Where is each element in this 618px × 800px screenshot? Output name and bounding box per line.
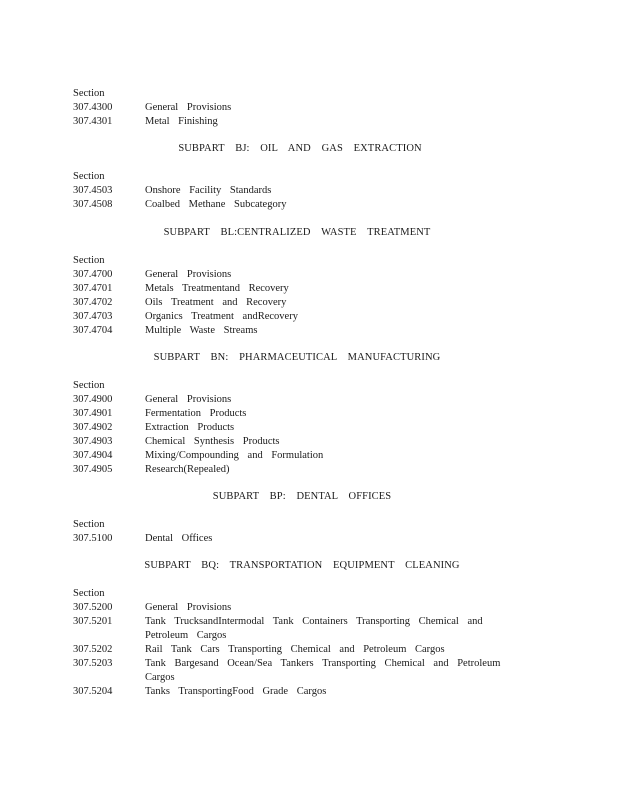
section-title: Metals Treatmentand Recovery	[145, 283, 289, 294]
section-number: 307.4300	[73, 102, 113, 113]
section-title: Mixing/Compounding and Formulation	[145, 450, 324, 461]
section-row	[73, 435, 553, 449]
section-number: 307.4508	[73, 199, 113, 210]
section-label: Section	[73, 519, 105, 530]
section-row	[73, 282, 553, 296]
section-label: Section	[73, 588, 105, 599]
section-title: Coalbed Methane Subcategory	[145, 199, 287, 210]
section-label: Section	[73, 88, 105, 99]
section-block	[73, 587, 553, 699]
section-number: 307.4700	[73, 269, 113, 280]
section-number: 307.4701	[73, 283, 113, 294]
section-title: Tank TrucksandIntermodal Tank Containers Transporting Chemical and Petroleum Cargos	[145, 616, 492, 641]
section-title: Multiple Waste Streams	[145, 325, 258, 336]
section-row	[73, 198, 553, 212]
section-row	[73, 685, 553, 699]
section-row	[73, 393, 553, 407]
section-row	[73, 115, 553, 129]
section-number: 307.5204	[73, 686, 113, 697]
section-title: General Provisions	[145, 269, 232, 280]
section-row	[73, 463, 553, 477]
section-label: Section	[73, 380, 105, 391]
section-number: 307.4703	[73, 311, 113, 322]
section-number: 307.4702	[73, 297, 113, 308]
section-row	[73, 184, 553, 198]
section-title: Research(Repealed)	[145, 464, 230, 475]
section-row	[73, 324, 553, 338]
section-label: Section	[73, 171, 105, 182]
section-number: 307.5202	[73, 644, 113, 655]
section-row	[73, 421, 553, 435]
section-title: Oils Treatment and Recovery	[145, 297, 287, 308]
subpart-heading: SUBPART BQ: TRANSPORTATION EQUIPMENT CLEANING	[144, 560, 460, 571]
section-title: General Provisions	[145, 394, 232, 405]
section-title: Metal Finishing	[145, 116, 218, 127]
section-number: 307.4905	[73, 464, 113, 475]
section-number: 307.4900	[73, 394, 113, 405]
section-title: Tanks TransportingFood Grade Cargos	[145, 686, 327, 697]
section-title: Onshore Facility Standards	[145, 185, 272, 196]
section-row	[73, 296, 553, 310]
section-block	[73, 254, 553, 338]
section-row	[73, 601, 553, 615]
section-row	[73, 615, 553, 643]
section-row	[73, 101, 553, 115]
section-block	[73, 87, 553, 129]
section-title: Organics Treatment andRecovery	[145, 311, 298, 322]
section-number: 307.4301	[73, 116, 113, 127]
section-row	[73, 268, 553, 282]
section-row	[73, 643, 553, 657]
section-row	[73, 407, 553, 421]
section-number: 307.4503	[73, 185, 113, 196]
section-number: 307.4704	[73, 325, 113, 336]
section-title: Fermentation Products	[145, 408, 247, 419]
section-number: 307.5200	[73, 602, 113, 613]
section-row	[73, 449, 553, 463]
subpart-heading: SUBPART BJ: OIL AND GAS EXTRACTION	[178, 143, 422, 154]
subpart-heading: SUBPART BN: PHARMACEUTICAL MANUFACTURING	[153, 352, 441, 363]
section-title: Rail Tank Cars Transporting Chemical and Petroleum Cargos	[145, 644, 445, 655]
section-row	[73, 532, 553, 546]
section-number: 307.4901	[73, 408, 113, 419]
section-title: Tank Bargesand Ocean/Sea Tankers Transporting Chemical and Petroleum Cargos	[145, 658, 509, 683]
section-block	[73, 518, 553, 546]
section-number: 307.5201	[73, 616, 113, 627]
section-number: 307.5100	[73, 533, 113, 544]
section-number: 307.4903	[73, 436, 113, 447]
section-title: Chemical Synthesis Products	[145, 436, 280, 447]
section-row	[73, 657, 553, 685]
subpart-heading: SUBPART BP: DENTAL OFFICES	[212, 491, 392, 502]
section-label: Section	[73, 255, 105, 266]
section-number: 307.4902	[73, 422, 113, 433]
subpart-heading: SUBPART BL:CENTRALIZED WASTE TREATMENT	[163, 227, 431, 238]
section-title: Extraction Products	[145, 422, 235, 433]
section-number: 307.5203	[73, 658, 113, 669]
section-number: 307.4904	[73, 450, 113, 461]
section-block	[73, 379, 553, 477]
section-block	[73, 170, 553, 212]
section-title: General Provisions	[145, 102, 232, 113]
section-title: General Provisions	[145, 602, 232, 613]
section-title: Dental Offices	[145, 533, 213, 544]
section-row	[73, 310, 553, 324]
